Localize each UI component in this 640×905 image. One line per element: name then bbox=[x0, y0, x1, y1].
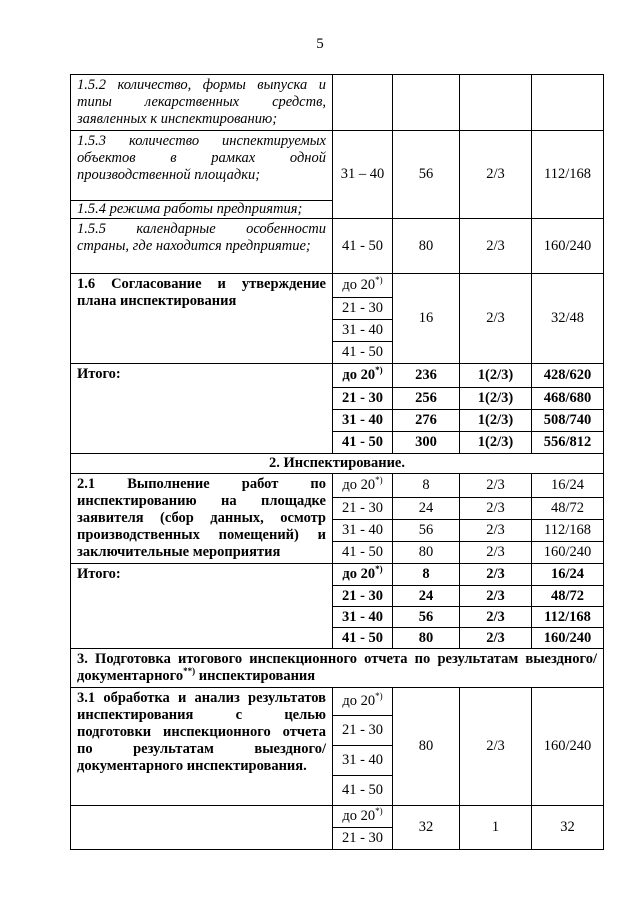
coefficient: 2/3 bbox=[460, 628, 532, 649]
total: 32 bbox=[532, 806, 604, 850]
table-row bbox=[71, 564, 604, 586]
item-empty bbox=[71, 806, 333, 850]
table-row bbox=[71, 806, 604, 828]
hours: 8 bbox=[393, 564, 460, 586]
age-group: 41 - 50 bbox=[333, 542, 393, 564]
coefficient: 1(2/3) bbox=[460, 364, 532, 388]
age-group: до 20*) bbox=[333, 364, 393, 388]
coefficient: 1(2/3) bbox=[460, 410, 532, 432]
table-row bbox=[71, 649, 604, 688]
age-group: 31 - 40 bbox=[333, 410, 393, 432]
total: 48/72 bbox=[532, 498, 604, 520]
age-group: 21 - 30 bbox=[333, 828, 393, 850]
age-group: 31 - 40 bbox=[333, 607, 393, 628]
total: 112/168 bbox=[532, 607, 604, 628]
table-row bbox=[71, 454, 604, 474]
age-group: 31 - 40 bbox=[333, 520, 393, 542]
hours: 56 bbox=[393, 607, 460, 628]
age-group: 41 - 50 bbox=[333, 776, 393, 806]
item-1-6: 1.6 Согласование и утверждение плана инспектирования bbox=[71, 274, 333, 364]
hours: 80 bbox=[393, 542, 460, 564]
total: 508/740 bbox=[532, 410, 604, 432]
page-number: 5 bbox=[316, 36, 324, 52]
hours: 300 bbox=[393, 432, 460, 454]
total: 48/72 bbox=[532, 586, 604, 607]
hours: 24 bbox=[393, 586, 460, 607]
age-group: до 20*) bbox=[333, 806, 393, 828]
coefficient: 2/3 bbox=[460, 542, 532, 564]
table-row bbox=[71, 474, 604, 498]
hours: 32 bbox=[393, 806, 460, 850]
item-2-1: 2.1 Выполнение работ по инспектированию на площадке заявителя (сбор данных, осмотр производственных помещений) и заключительные мероприятия bbox=[71, 474, 333, 564]
coefficient: 1(2/3) bbox=[460, 432, 532, 454]
age-group: 31 - 40 bbox=[333, 746, 393, 776]
total: 468/680 bbox=[532, 388, 604, 410]
coefficient: 2/3 bbox=[460, 586, 532, 607]
table-row bbox=[71, 75, 604, 131]
hours: 276 bbox=[393, 410, 460, 432]
hours: 16 bbox=[393, 274, 460, 364]
age-group: до 20*) bbox=[333, 274, 393, 298]
coefficient: 1 bbox=[460, 806, 532, 850]
itogo-label: Итого: bbox=[71, 564, 333, 649]
item-1-5-5: 1.5.5 календарные особенности страны, где находится предприятие; bbox=[71, 219, 333, 274]
total: 160/240 bbox=[532, 219, 604, 274]
age-group: 41 - 50 bbox=[333, 432, 393, 454]
table-row bbox=[71, 131, 604, 201]
section-3-title: 3. Подготовка итогового инспекционного отчета по результатам выездного/документарного**) инспектирования bbox=[71, 649, 604, 688]
hours: 80 bbox=[393, 628, 460, 649]
hours: 80 bbox=[393, 688, 460, 806]
hours: 80 bbox=[393, 219, 460, 274]
coefficient: 2/3 bbox=[460, 219, 532, 274]
table-row bbox=[71, 274, 604, 298]
coefficient: 2/3 bbox=[460, 688, 532, 806]
total: 32/48 bbox=[532, 274, 604, 364]
coefficient: 2/3 bbox=[460, 564, 532, 586]
age-group: 21 - 30 bbox=[333, 498, 393, 520]
table-row bbox=[71, 688, 604, 716]
age-group: до 20*) bbox=[333, 564, 393, 586]
total: 160/240 bbox=[532, 628, 604, 649]
total: 16/24 bbox=[532, 564, 604, 586]
total: 112/168 bbox=[532, 520, 604, 542]
total: 556/812 bbox=[532, 432, 604, 454]
item-3-1: 3.1 обработка и анализ результатов инспектирования с целью подготовки инспекционного отчета по результатам выездного/документарного инспектирования. bbox=[71, 688, 333, 806]
total: 160/240 bbox=[532, 688, 604, 806]
coefficient: 1(2/3) bbox=[460, 388, 532, 410]
coefficient: 2/3 bbox=[460, 607, 532, 628]
table-row bbox=[71, 219, 604, 274]
hours: 256 bbox=[393, 388, 460, 410]
age-group: 21 - 30 bbox=[333, 388, 393, 410]
hours: 56 bbox=[393, 520, 460, 542]
item-1-5-4: 1.5.4 режима работы предприятия; bbox=[71, 201, 333, 219]
itogo-label: Итого: bbox=[71, 364, 333, 454]
hours: 24 bbox=[393, 498, 460, 520]
item-1-5-3: 1.5.3 количество инспектируемых объектов в рамках одной производственной площадки; bbox=[71, 131, 333, 201]
hours: 8 bbox=[393, 474, 460, 498]
hours: 56 bbox=[393, 131, 460, 219]
age-group: до 20*) bbox=[333, 688, 393, 716]
age-group: 41 - 50 bbox=[333, 342, 393, 364]
age-group: 41 - 50 bbox=[333, 628, 393, 649]
total: 16/24 bbox=[532, 474, 604, 498]
table-row bbox=[71, 364, 604, 388]
coefficient: 2/3 bbox=[460, 131, 532, 219]
age-group: 31 - 40 bbox=[333, 320, 393, 342]
age-group: 21 - 30 bbox=[333, 716, 393, 746]
age-group: 21 - 30 bbox=[333, 298, 393, 320]
total: 428/620 bbox=[532, 364, 604, 388]
age-range: 41 - 50 bbox=[333, 219, 393, 274]
total: 160/240 bbox=[532, 542, 604, 564]
coefficient: 2/3 bbox=[460, 474, 532, 498]
total: 112/168 bbox=[532, 131, 604, 219]
age-range: 31 – 40 bbox=[333, 131, 393, 219]
coefficient: 2/3 bbox=[460, 274, 532, 364]
age-group: до 20*) bbox=[333, 474, 393, 498]
section-2-title: 2. Инспектирование. bbox=[71, 454, 604, 474]
coefficient: 2/3 bbox=[460, 520, 532, 542]
item-1-5-2: 1.5.2 количество, формы выпуска и типы лекарственных средств, заявленных к инспектированию; bbox=[71, 75, 333, 131]
hours: 236 bbox=[393, 364, 460, 388]
hours-table bbox=[70, 74, 604, 850]
coefficient: 2/3 bbox=[460, 498, 532, 520]
age-group: 21 - 30 bbox=[333, 586, 393, 607]
